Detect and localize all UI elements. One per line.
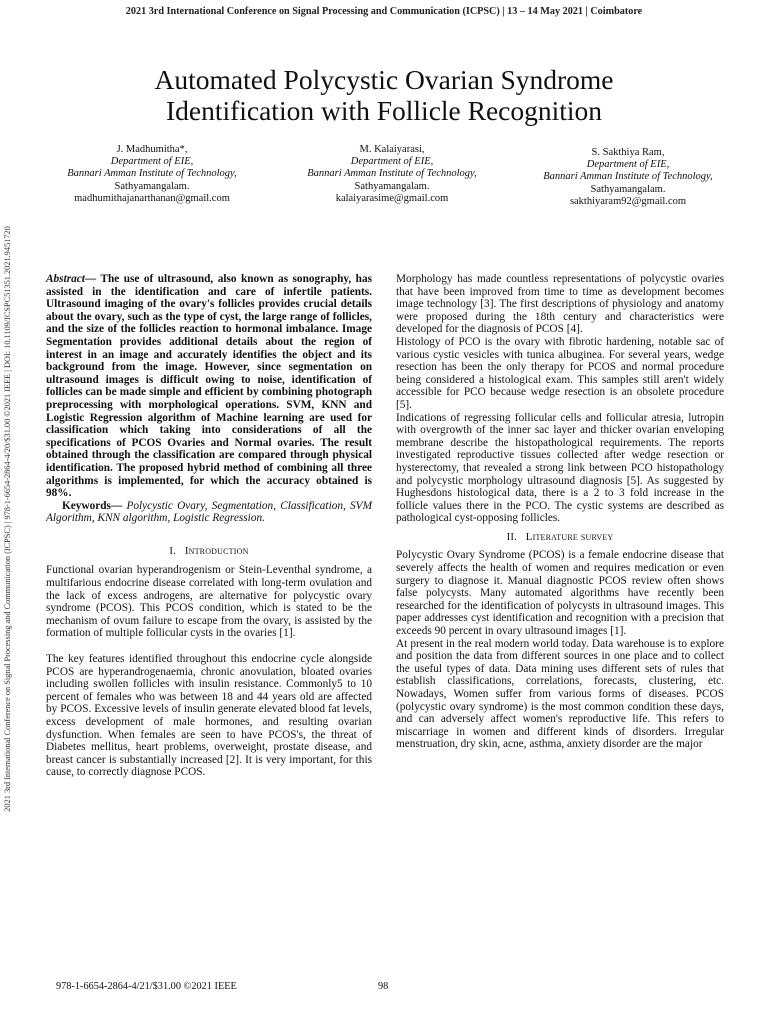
conference-header: 2021 3rd International Conference on Signal Processing and Communication (ICPSC) | 13 – 14 May 2021 | Coimbatore [125,6,643,17]
author-institute: Bannari Amman Institute of Technology, [307,168,477,180]
intro-paragraph-2: The key features identified throughout this endocrine cycle alongside PCOS are hyperandrogenaemia, chronic anovulation, bloated ovaries including swollen follicles with insulin resistance. Commonly5 to 10 percent of females who was between 18 and 44 years old are affected by PCOS. Excessive levels of insulin generate elevated blood fat levels, excess development of male hormones, and resulting ovarian dysfunction. When females are seen to have PCOS's, the threat of Diabetes mellitus, heart problems, overweight, prostate disease, and breast cancer is substantially increased [2]. It is very important, for this cause, to correctly diagnose PCOS. [46,653,372,779]
keywords-lead: Keywords— [62,499,123,512]
abstract-lead: Abstract— [46,273,97,285]
intro-paragraph-1: Functional ovarian hyperandrogenism or Stein-Leventhal syndrome, a multifarious endocrine disease correlated with long-term ovulation and the lack of excess androgens, are alternative for polycystic ovary syndrome (PCOS). This PCOS condition, which is stated to be the mechanism of ovum failure to escape from the ovary, is assisted by the formation of multiple follicular cysts in the ovaries [1]. [46,564,372,640]
author-city: Sathyamangalam. [114,180,190,192]
body-paragraph-3: Indications of regressing follicular cells and follicular atresia, lutropin with overgrowth of the inner sac layer and thicker ovarian enveloping membrane describe the histopathological requirements. The reports investigated reproductive tissues collected after wedge resection or hysterectomy, that revealed a strong link between PCO histopathology and polycystic morphology ultrasound diagnosis [5]. As suggested by Hughesdons histological data, there is a 2 to 3 fold increase in the follicle values there in the PCO. The cystic systems are described as pathological cyst-opposing follicles. [396,411,724,525]
literature-paragraph-2: At present in the real modern world today. Data warehouse is to explore and position the data from different sources in one place and to collect the useful types of data. Data mining uses different sets of rules that establish classifications, correlations, forecasts, clustering, etc. Nowadays, Women suffer from various forms of diseases. PCOS (polycystic ovary syndrome) is the most common condition these days, and can adversely affect women's reproductive life. This refers to miscarriage in women and different kinds of disorders. Irregular menstruation, dry skin, acne, asthma, anxiety disorder are the major [396,637,724,751]
author-email: madhumithajanarthanan@gmail.com [74,192,230,204]
page-number: 98 [378,981,389,992]
title-line-2: Identification with Follicle Recognition [165,95,603,126]
body-paragraph-1: Morphology has made countless representations of polycystic ovaries that have been improved from time to time as development becomes image technology [3]. The first descriptions of physiology and anatomy were proposed during the 18th century and characteristics were developed for the diagnosis of PCOS [4]. [396,273,724,336]
paper-title [0,64,768,126]
abstract [46,273,372,500]
section-heading-introduction: I. Introduction [169,544,249,557]
author-dept: Department of EIE, [350,156,434,168]
keywords-text: Polycystic Ovary, Segmentation, Classification, SVM Algorithm, KNN algorithm, Logistic Regression. [46,499,372,525]
left-column [46,273,372,779]
author-email: kalaiyarasime@gmail.com [335,192,449,204]
literature-paragraph-1: Polycystic Ovary Syndrome (PCOS) is a female endocrine disease that severely affects the health of women and requires medication or even surgery to diagnose it. Manual diagnostic PCOS review often shows false polycysts. Many automated algorithms have recently been researched for the identification of polycysts in ultrasound images. This paper addresses cyst identification and recognition with a precision that exceeds 90 percent in ovary ultrasound images [1]. [396,549,724,638]
section-heading-literature-survey: II. Literature survey [506,530,614,543]
right-column [396,273,724,751]
author-city: Sathyamangalam. [590,183,666,195]
author-dept: Department of EIE, [586,159,670,171]
body-paragraph-2: Histology of PCO is the ovary with fibrotic hardening, notable sac of various cystic vesicles with tunica albuginea. For several years, wedge resection has been the only therapy for PCOS and normal procedure being considered a histological exam. This samples still aren't widely accessible for PCO because wedge resection is an obsolete procedure [5]. [396,335,724,411]
author-dept: Department of EIE, [110,156,194,168]
author-block-1 [40,144,264,205]
author-name: M. Kalaiyarasi, [359,144,425,155]
author-institute: Bannari Amman Institute of Technology, [543,171,713,183]
author-name: J. Madhumitha*, [116,144,188,155]
author-block-3 [520,147,736,208]
doi-side-strip: 2021 3rd International Conference on Signal Processing and Communication (ICPSC) | 978-1-6654-2864-4/20/$31.00 ©2021 IEEE | DOI: 10.1109/ICSPC51351.2021.9451720 [3,226,12,812]
author-email: sakthiyaram92@gmail.com [569,195,687,207]
author-name: S. Sakthiya Ram, [591,147,665,158]
author-block-2 [287,144,497,205]
title-line-1: Automated Polycystic Ovarian Syndrome [154,64,614,95]
author-city: Sathyamangalam. [354,180,430,192]
author-institute: Bannari Amman Institute of Technology, [67,168,237,180]
abstract-text: The use of ultrasound, also known as sonography, has assisted in the identification and care of infertile patients. Ultrasound imaging of the ovary's follicles provides crucial details about the ovary, such as the type of cyst, the large range of follicles, and the size of the follicles reaction to hormonal imbalance. Image Segmentation provides additional details about the region of interest in an image and accurately identifies the object and its background from the image. However, since segmentation on ultrasound images is difficult owing to noise, identification of follicles can be made simple and efficient by combining photograph preprocessing with morphological operations. SVM, KNN and Logistic Regression algorithm of Machine learning are used for classification which taking into considerations of all the specifications of PCOS Ovaries and Normal ovaries. The result obtained through the classification are compared through physical identification. The proposed hybrid method of combining all three algorithms is implemented, for which the accuracy obtained is 98%. [46,273,372,500]
footer-copyright: 978-1-6654-2864-4/21/$31.00 ©2021 IEEE [56,981,237,992]
keywords [46,500,372,525]
